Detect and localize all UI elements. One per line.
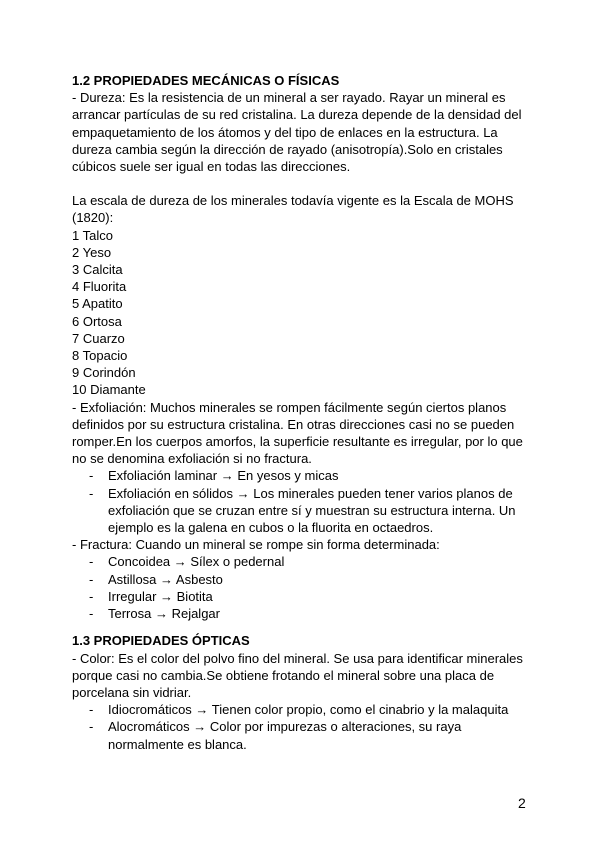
list-item <box>72 588 532 605</box>
list-marker: - <box>89 588 94 604</box>
list-marker: - <box>89 606 94 622</box>
page-number: 2 <box>518 795 526 811</box>
list-item-text: Idiocromáticos → Tienen color propio, como el cinabrio y la malaquita <box>108 702 509 718</box>
list-item <box>72 467 532 484</box>
list-item-text: Exfoliación laminar → En yesos y micas <box>108 468 339 484</box>
mohs-item: 5 Apatito <box>72 296 123 312</box>
fractura-list <box>72 553 532 622</box>
mohs-intro: La escala de dureza de los minerales todavía vigente es la Escala de MOHS (1820): <box>72 193 514 226</box>
list-marker: - <box>89 571 94 587</box>
exfoliacion-paragraph: - Exfoliación: Muchos minerales se rompen fácilmente según ciertos planos definidos por su estructura cristalina. En otras direcciones casi no se pueden romper.En los cuerpos amorfos, la superficie resultante es irregular, por lo que no se denomina exfoliación si no fractura. <box>72 399 523 467</box>
blank-line <box>72 175 532 192</box>
list-item-text: Concoidea → Sílex o pedernal <box>108 554 285 570</box>
list-item-text: Astillosa → Asbesto <box>108 571 223 587</box>
mohs-item: 7 Cuarzo <box>72 330 125 346</box>
page-content <box>72 72 532 753</box>
list-item <box>72 605 532 622</box>
list-item-text: Irregular → Biotita <box>108 588 213 604</box>
exfoliacion-list <box>72 467 532 536</box>
list-item <box>72 485 532 537</box>
mohs-item: 2 Yeso <box>72 244 112 260</box>
list-marker: - <box>89 554 94 570</box>
section-title-mechanical: 1.2 PROPIEDADES MECÁNICAS O FÍSICAS <box>72 73 340 88</box>
list-marker: - <box>89 702 94 718</box>
list-item <box>72 701 532 718</box>
mohs-item: 3 Calcita <box>72 262 123 278</box>
list-marker: - <box>89 719 94 735</box>
mohs-item: 6 Ortosa <box>72 313 122 329</box>
mohs-item: 9 Corindón <box>72 365 136 381</box>
list-item-text: Terrosa → Rejalgar <box>108 606 220 622</box>
mohs-item: 10 Diamante <box>72 382 146 398</box>
list-marker: - <box>89 468 94 484</box>
mohs-item: 4 Fluorita <box>72 279 127 295</box>
list-marker: - <box>89 485 94 501</box>
color-list <box>72 701 532 753</box>
color-paragraph: - Color: Es el color del polvo fino del mineral. Se usa para identificar minerales porque casi no cambia.Se obtiene frotando el mineral sobre una placa de porcelana sin vidriar. <box>72 650 523 700</box>
dureza-paragraph: - Dureza: Es la resistencia de un mineral a ser rayado. Rayar un mineral es arrancar partículas de su red cristalina. La dureza depende de la densidad del empaquetamiento de los átomos y del tipo de enlaces en la estructura. La dureza cambia según la dirección de rayado (anisotropía).Solo en cristales cúbicos suele ser igual en todas las direcciones. <box>72 90 522 175</box>
list-item-text: Alocromáticos → Color por impurezas o alteraciones, su raya normalmente es blanca. <box>108 719 462 752</box>
list-item <box>72 718 532 752</box>
fractura-paragraph: - Fractura: Cuando un mineral se rompe sin forma determinada: <box>72 537 440 553</box>
list-item-text: Exfoliación en sólidos → Los minerales pueden tener varios planos de exfoliación que se cruzan entre sí y muestran su estructura interna. Un ejemplo es la galena en cubos o la fluorita en octaedros. <box>108 485 516 536</box>
mohs-item: 1 Talco <box>72 227 113 243</box>
mohs-item: 8 Topacio <box>72 348 128 364</box>
blank-line <box>72 622 532 632</box>
list-item <box>72 553 532 570</box>
mohs-scale-list <box>72 227 532 399</box>
list-item <box>72 571 532 588</box>
section-title-optical: 1.3 PROPIEDADES ÓPTICAS <box>72 633 250 649</box>
